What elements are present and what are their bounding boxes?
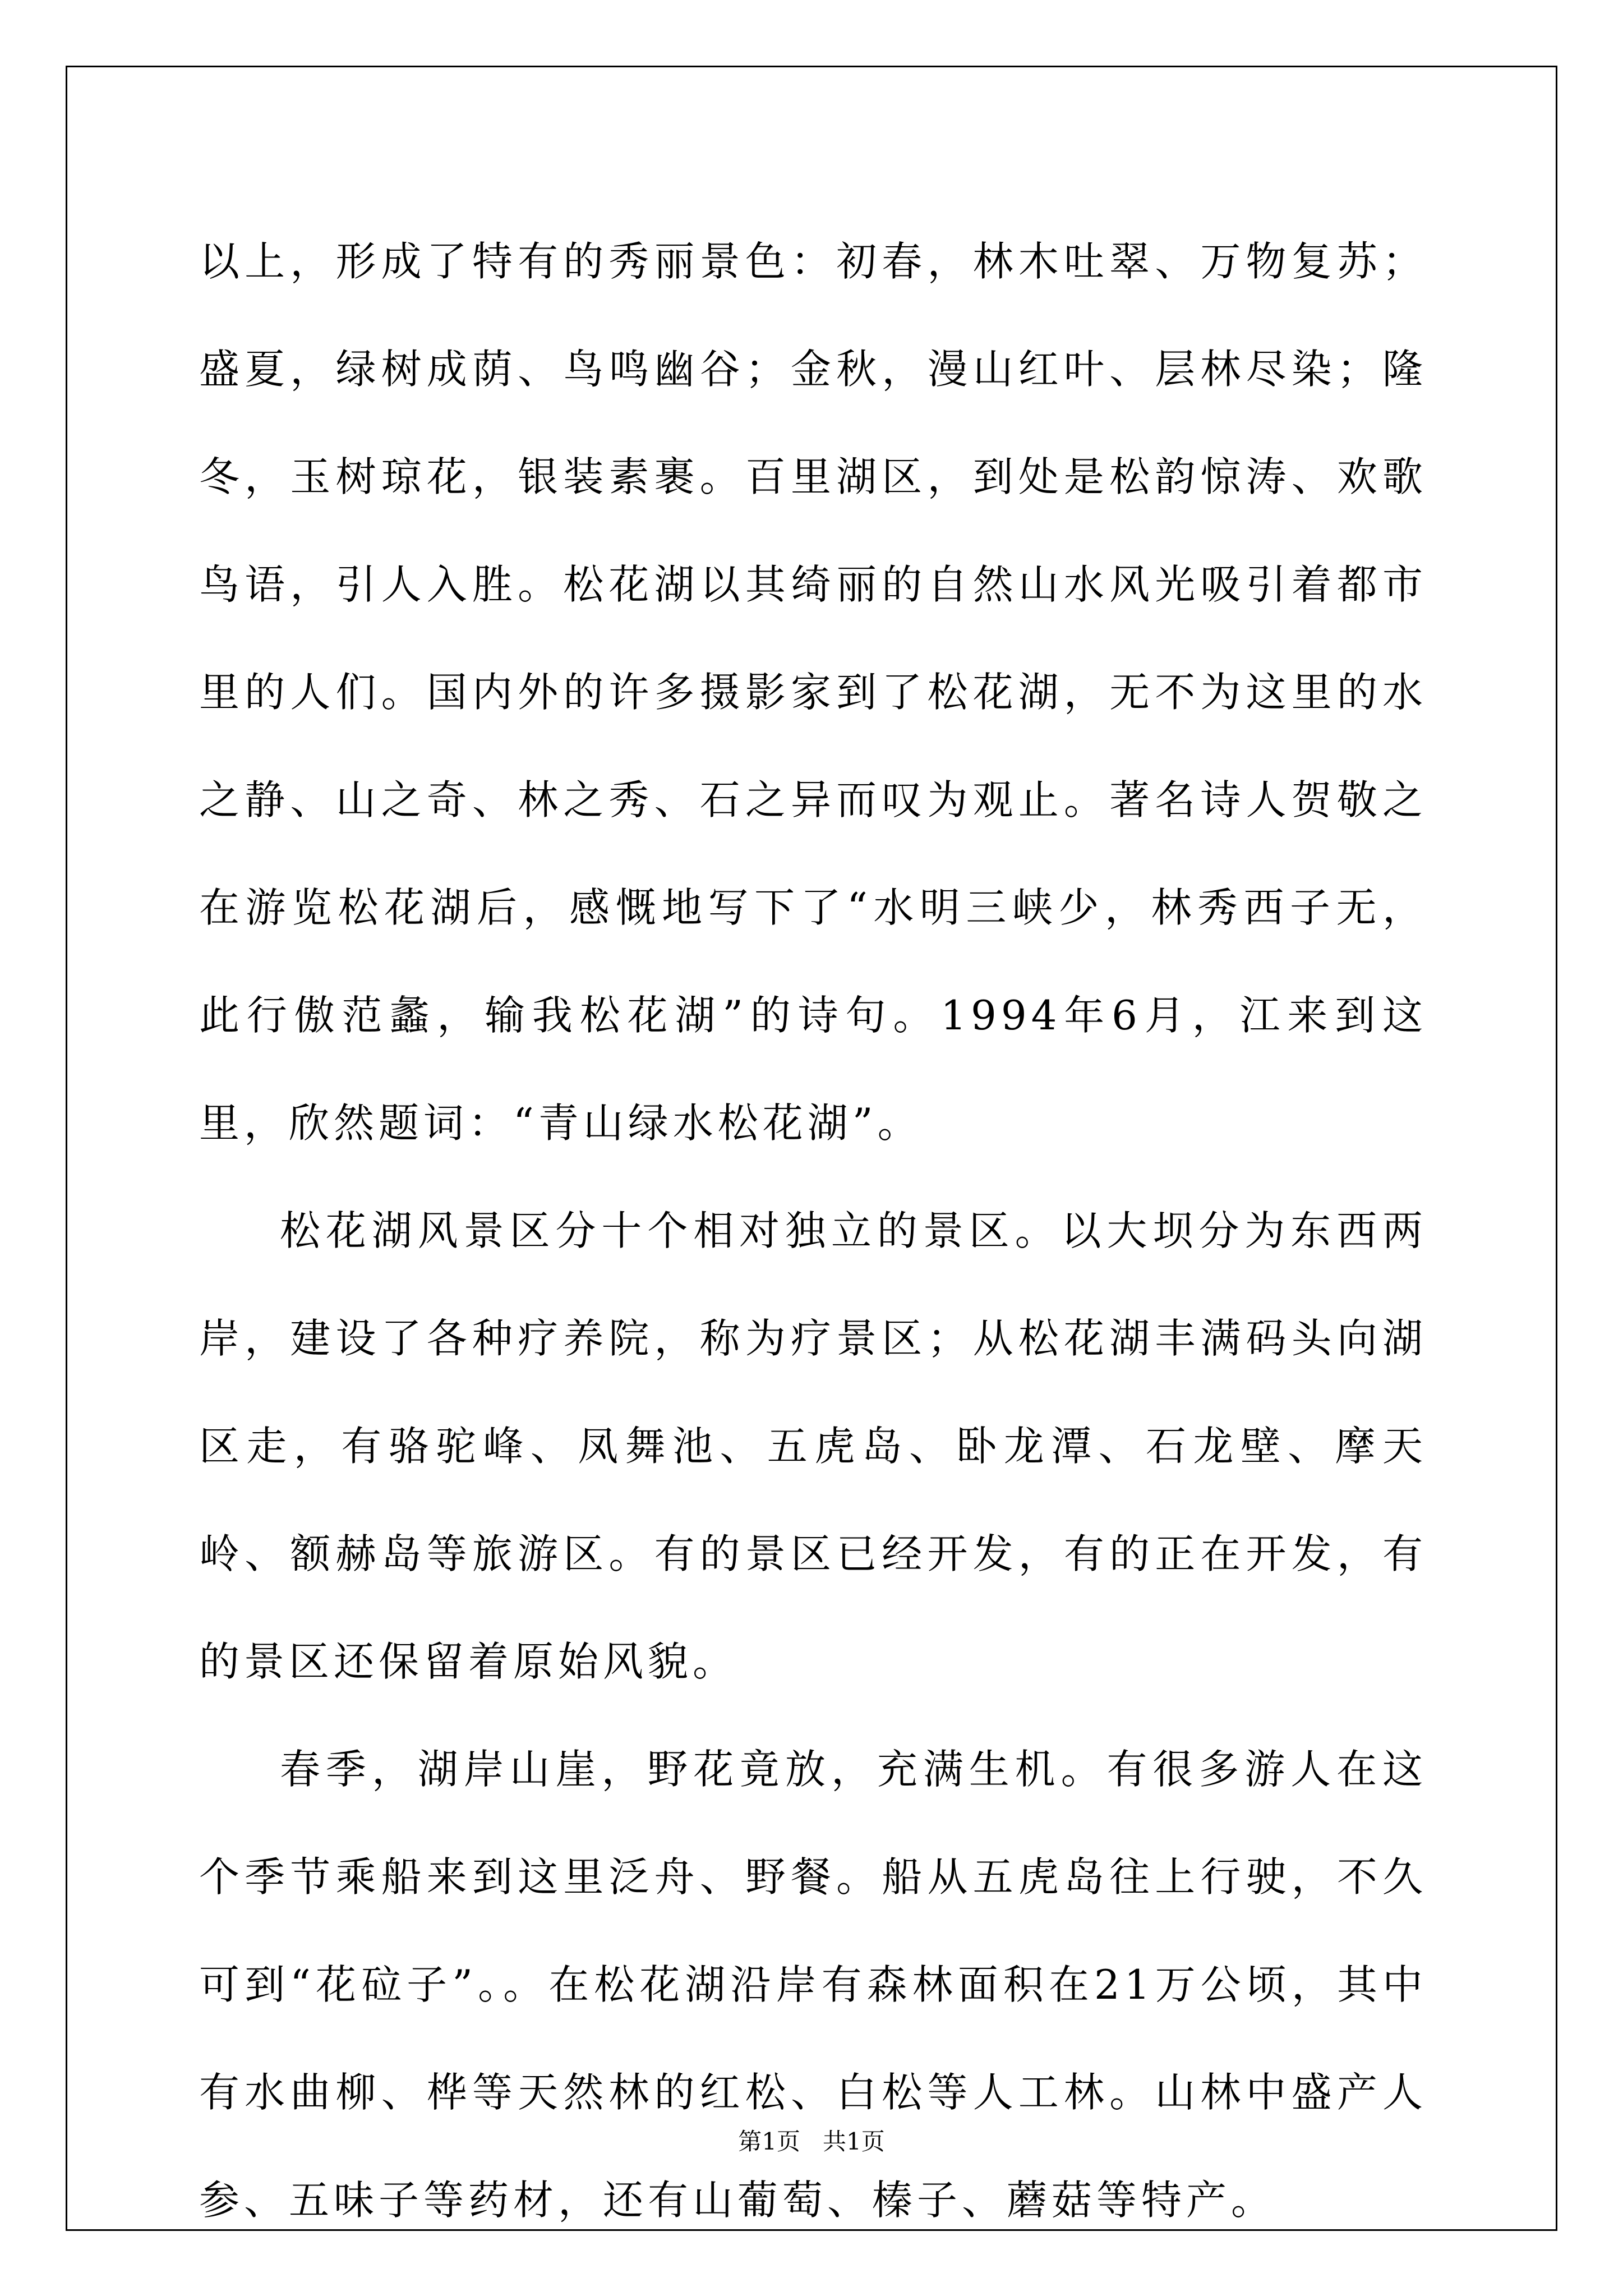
page-footer: [0, 2125, 1623, 2159]
page-number: 第1页: [738, 2128, 800, 2155]
paragraph-2: 松花湖风景区分十个相对独立的景区。以大坝分为东西两岸，建设了各种疗养院，称为疗景区；从松花湖丰满码头向湖区走，有骆驼峰、凤舞池、五虎岛、卧龙潭、石龙壁、摩天岭、额赫岛等旅游区。有的景区已经开发，有的正在开发，有的景区还保留着原始风貌。: [199, 1207, 1427, 1685]
paragraph-1: 以上，形成了特有的秀丽景色：初春，林木吐翠、万物复苏；盛夏，绿树成荫、鸟鸣幽谷；金秋，漫山红叶、层林尽染；隆冬，玉树琼花，银装素裹。百里湖区，到处是松韵惊涛、欢歌鸟语，引人入胜。松花湖以其绮丽的自然山水风光吸引着都市里的人们。国内外的许多摄影家到了松花湖，无不为这里的水之静、山之奇、林之秀、石之异而叹为观止。著名诗人贺敬之在游览松花湖后，感慨地写下了“水明三峡少，林秀西子无，此行傲范蠡，输我松花湖”的诗句。1994年6月，江来到这里，欣然题词：“青山绿水松花湖”。: [199, 238, 1427, 1147]
paragraph-3: 春季，湖岸山崖，野花竟放，充满生机。有很多游人在这个季节乘船来到这里泛舟、野餐。船从五虎岛往上行驶，不久可到“花砬子”。。在松花湖沿岸有森林面积在21万公顷，其中有水曲柳、桦等天然林的红松、白松等人工林。山林中盛产人参、五味子等药材，还有山葡萄、榛子、蘑菇等特产。: [199, 1746, 1427, 2224]
page-total: 共1页: [823, 2128, 885, 2155]
document-body: [199, 208, 1427, 2254]
